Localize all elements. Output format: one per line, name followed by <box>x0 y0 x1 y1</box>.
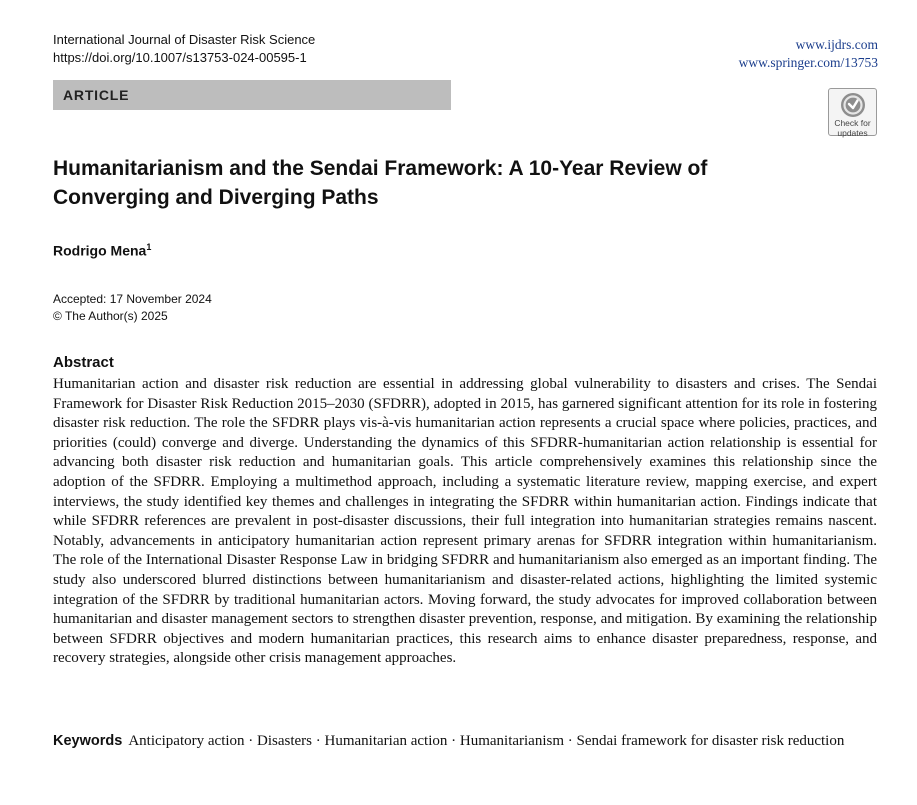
keywords-text: Anticipatory action · Disasters · Humanitarian action · Humanitarianism · Sendai framework for disaster risk reduction <box>128 733 845 749</box>
keywords-section <box>53 732 877 752</box>
article-type-bar <box>53 80 451 110</box>
article-type-label: ARTICLE <box>63 87 130 103</box>
check-for-updates-button[interactable] <box>828 88 877 136</box>
author-name[interactable]: Rodrigo Mena <box>53 242 147 259</box>
website-link[interactable]: www.ijdrs.com <box>795 37 878 52</box>
check-updates-label-2: updates <box>837 127 868 138</box>
check-updates-icon <box>840 92 866 118</box>
author-line <box>53 242 151 259</box>
accepted-date: Accepted: 17 November 2024 <box>53 292 212 306</box>
check-updates-label-1: Check for <box>834 118 871 128</box>
doi-link[interactable]: https://doi.org/10.1007/s13753-024-00595-1 <box>53 50 307 65</box>
publication-dates <box>53 291 212 325</box>
abstract-heading: Abstract <box>53 354 114 371</box>
author-affiliation-marker[interactable]: 1 <box>146 242 152 252</box>
journal-name: International Journal of Disaster Risk Science <box>53 32 316 47</box>
springer-link[interactable]: www.springer.com/13753 <box>738 55 878 70</box>
journal-links <box>739 36 878 72</box>
article-title: Humanitarianism and the Sendai Framework: A 10-Year Review of Converging and Diverging Paths <box>53 157 708 209</box>
journal-header <box>53 31 315 67</box>
keywords-label: Keywords <box>53 733 123 749</box>
abstract-text: Humanitarian action and disaster risk reduction are essential in addressing global vulnerability to disasters and crises. The Sendai Framework for Disaster Risk Reduction 2015–2030 (SFDRR), adopted in 2015, has garnered significant attention for its role in fostering disaster risk reduction. The role the SFDRR plays vis-à-vis humanitarian action represents a crucial space where policies, practices, and priorities (could) converge and diverge. Understanding the dynamics of this SFDRR-humanitarian action relationship is essential for advancing both disaster risk reduction and humanitarian goals. This article comprehensively examines this relationship since the adoption of the SFDRR. Employing a multimethod approach, including a systematic literature review, mapping exercise, and expert interviews, the study identified key themes and challenges in integrating the SFDRR within humanitarian action. Findings indicate that while SFDRR references are prevalent in post-disaster discussions, their full integration into humanitarian strategies remains nascent. Notably, advancements in anticipatory humanitarian action represent primary arenas for SFDRR integration within humanitarianism. The role of the International Disaster Response Law in bridging SFDRR and humanitarianism also emerged as an important finding. The study also underscored blurred distinctions between humanitarianism and disaster-related actions, highlighting the limited systemic integration of the SFDRR by traditional humanitarian actors. Moving forward, the study advocates for improved collaboration between humanitarian and disaster management sectors to strengthen disaster prevention, response, and mitigation. By examining the relationship between SFDRR objectives and modern humanitarian practices, this research aims to enhance disaster preparedness, response, and recovery strategies, alongside other crisis management approaches. <box>53 376 877 667</box>
copyright-notice: © The Author(s) 2025 <box>53 309 168 323</box>
